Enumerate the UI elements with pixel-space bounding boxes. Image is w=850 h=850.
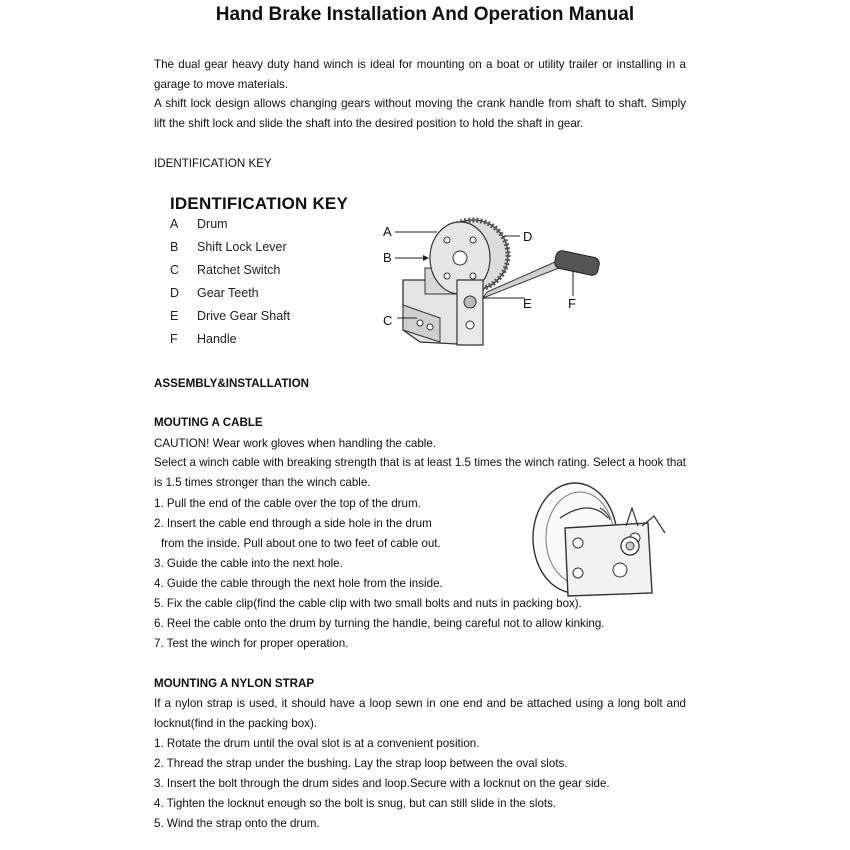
key-letter: E bbox=[170, 309, 179, 323]
diagram-label-f: F bbox=[568, 296, 576, 311]
assembly-heading: ASSEMBLY&INSTALLATION bbox=[154, 377, 310, 390]
diagram-label-b: B bbox=[383, 250, 392, 265]
strap-step-3: 3. Insert the bolt through the drum sides and loop.Secure with a locknut on the gear side. bbox=[154, 777, 610, 790]
strap-step-4: 4. Tighten the locknut enough so the bolt is snug, but can still slide in the slots. bbox=[154, 797, 557, 810]
winch-illustration bbox=[520, 478, 680, 608]
key-letter: B bbox=[170, 240, 179, 254]
cable-caution: CAUTION! Wear work gloves when handling the cable. bbox=[154, 437, 437, 450]
cable-step-2: 2. Insert the cable end through a side hole in the drum bbox=[154, 517, 432, 530]
key-letter: C bbox=[170, 263, 180, 277]
key-item-d bbox=[170, 286, 259, 300]
cable-step-2-cont: from the inside. Pull about one to two feet of cable out. bbox=[161, 537, 441, 550]
key-item-e bbox=[170, 309, 290, 323]
intro-paragraph-1: The dual gear heavy duty hand winch is ideal for mounting on a boat or utility trailer or installing in a garage to move materials. bbox=[154, 58, 686, 91]
strap-step-5: 5. Wind the strap onto the drum. bbox=[154, 817, 320, 830]
strap-step-2: 2. Thread the strap under the bushing. Lay the strap loop between the oval slots. bbox=[154, 757, 568, 770]
key-letter: F bbox=[170, 332, 178, 346]
key-label: Handle bbox=[197, 332, 237, 346]
key-label: Gear Teeth bbox=[197, 286, 259, 300]
strap-intro: If a nylon strap is used, it should have a loop sewn in one end and be attached using a long bolt and locknut(find in the packing box). bbox=[154, 697, 686, 730]
key-letter: D bbox=[170, 286, 180, 300]
cable-step-5: 5. Fix the cable clip(find the cable clip with two small bolts and nuts in packing box). bbox=[154, 597, 582, 610]
cable-step-7: 7. Test the winch for proper operation. bbox=[154, 637, 349, 650]
diagram-label-c: C bbox=[383, 313, 393, 328]
page-title: Hand Brake Installation And Operation Manual bbox=[215, 4, 635, 25]
key-label: Drive Gear Shaft bbox=[197, 309, 291, 323]
key-item-a bbox=[170, 217, 228, 231]
diagram-label-d: D bbox=[523, 229, 533, 244]
diagram-label-a: A bbox=[383, 224, 392, 239]
cable-select-text: Select a winch cable with breaking strength that is at least 1.5 times the winch rating. Select a hook that is 1.5 times stronger than the winch cable. bbox=[154, 456, 686, 489]
cable-step-1: 1. Pull the end of the cable over the top of the drum. bbox=[154, 497, 421, 510]
intro-paragraph-2: A shift lock design allows changing gears without moving the crank handle from shaft to shaft. Simply lift the shift lock and slide the shaft into the desired position to hold the shaft in gear. bbox=[154, 97, 686, 130]
key-item-b bbox=[170, 240, 287, 254]
strap-step-1: 1. Rotate the drum until the oval slot is at a convenient position. bbox=[154, 737, 480, 750]
key-label: Drum bbox=[197, 217, 228, 231]
key-item-c bbox=[170, 263, 280, 277]
winch-diagram bbox=[375, 210, 615, 355]
cable-heading: MOUTING A CABLE bbox=[154, 416, 263, 429]
cable-step-3: 3. Guide the cable into the next hole. bbox=[154, 557, 343, 570]
strap-heading: MOUNTING A NYLON STRAP bbox=[154, 677, 315, 690]
key-label: Shift Lock Lever bbox=[197, 240, 287, 254]
identification-heading: IDENTIFICATION KEY bbox=[154, 157, 272, 170]
cable-step-4: 4. Guide the cable through the next hole from the inside. bbox=[154, 577, 443, 590]
key-item-f bbox=[170, 332, 237, 346]
key-letter: A bbox=[170, 217, 179, 231]
key-label: Ratchet Switch bbox=[197, 263, 281, 277]
identification-key-title: IDENTIFICATION KEY bbox=[170, 194, 349, 213]
cable-step-6: 6. Reel the cable onto the drum by turning the handle, being careful not to allow kinking. bbox=[154, 617, 605, 630]
diagram-label-e: E bbox=[523, 296, 532, 311]
